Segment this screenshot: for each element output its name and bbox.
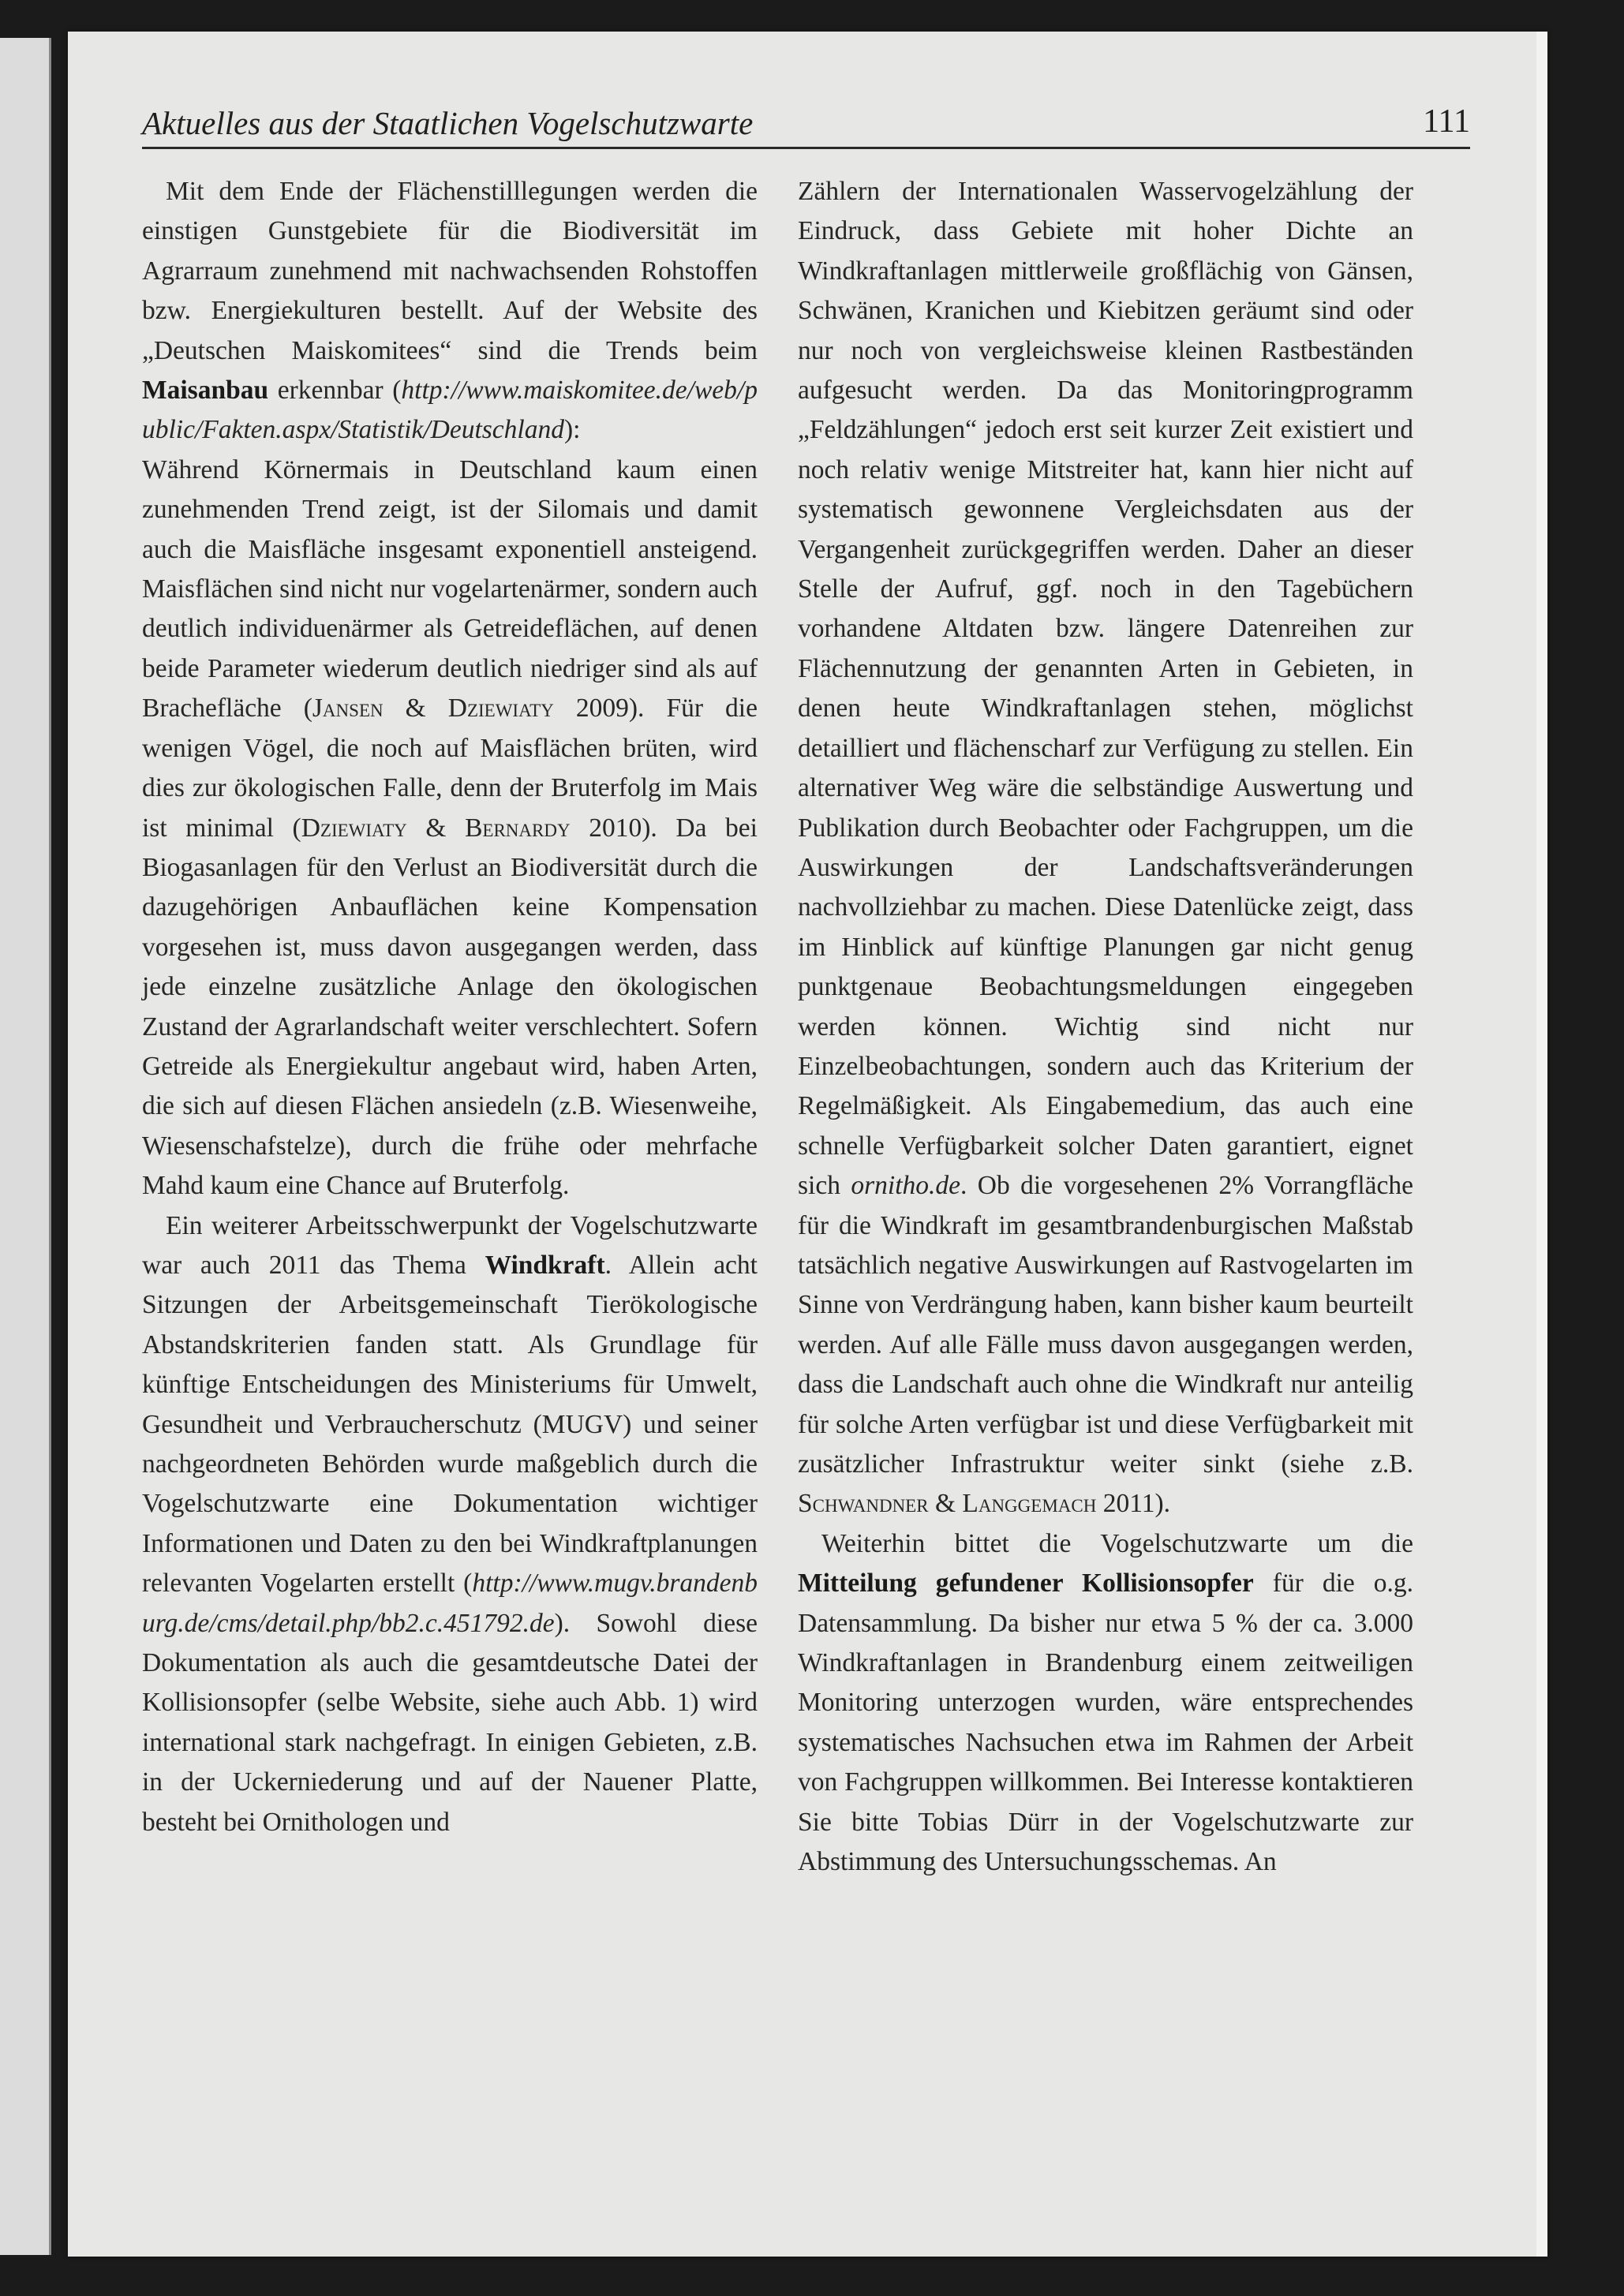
keyword-windkraft: Windkraft [485,1250,605,1280]
previous-page-edge [0,38,51,2255]
page-header [142,96,1470,149]
keyword-kollisionsopfer: Mitteilung gefundener Kollisionsopfer [798,1569,1254,1599]
url-mugv: http://www.mugv.brandenburg.de/cms/detail.php/bb2.c.451792.de [142,1569,758,1638]
page-number: 111 [1423,103,1470,140]
paragraph-koernermais: Während Körnermais in Deutschland kaum einen zunehmenden Trend zeigt, ist der Silomais und damit auch die Maisfläche insgesamt exponentiell ansteigend. Maisflächen sind nicht nur vogelartenärmer, sondern auch deutlich individuenärmer als Getreideflächen, auf denen beide Parameter wiederum deutlich niedriger sind als auf Brachefläche (Jansen & Dziewiaty 2009). Für die wenigen Vögel, die noch auf Maisflächen brüten, wird dies zur ökologischen Falle, denn der Bruterfolg im Mais ist minimal (Dziewiaty & Bernardy 2010). Da bei Biogasanlagen für den Verlust an Biodiversität durch die dazugehörigen Anbauflächen keine Kompensation vorgesehen ist, muss davon ausgegangen werden, dass jede einzelne zusätzliche Anlage den ökologischen Zustand der Agrarlandschaft weiter verschlechtert. Sofern Getreide als Energiekultur angebaut wird, haben Arten, die sich auf diesen Flächen ansiedeln (z.B. Wiesenweihe, Wiesenschafstelze), durch die frühe oder mehrfache Mahd kaum eine Chance auf Bruterfolg. [142,454,758,1201]
paragraph-windkraft: Ein weiterer Arbeitsschwerpunkt der Vogelschutzwarte war auch 2011 das Thema Windkraft. Allein acht Sitzungen der Arbeitsgemeinschaft Tierökologische Abstandskriterien fanden statt. Als Grundlage für künftige Entscheidungen des Ministeriums für Umwelt, Gesundheit und Verbraucherschutz (MUGV) und seiner nachgeordneten Behörden wurde maßgeblich durch die Vogelschutzwarte eine Dokumentation wichtiger Informationen und Daten zu den bei Windkraftplanungen relevanten Vogelarten erstellt (http://www.mugv.brandenburg.de/cms/detail.php/bb2.c.451792.de). Sowohl diese Dokumentation als auch die gesamtdeutsche Datei der Kollisionsopfer (selbe Website, siehe auch Abb. 1) wird international stark nachgefragt. In einigen Gebieten, z.B. in der Uckerniederung und auf der Nauener Platte, besteht bei Ornithologen und [142,1210,758,1837]
site-ornitho: ornitho.de [851,1171,961,1201]
running-title: Aktuelles aus der Staatlichen Vogelschutzwarte [142,105,754,141]
citation-dziewiaty-bernardy: Dziewiaty & Bernardy [301,813,571,843]
citation-schwandner-langgemach: Schwandner & Langgemach [798,1489,1097,1519]
left-column [142,172,758,1842]
right-column [798,172,1413,1882]
page [68,32,1547,2257]
url-maiskomitee: http://www.maiskomitee.de/web/public/Fakten.aspx/Statistik/Deutschland [142,376,758,445]
paragraph-maisanbau: Mit dem Ende der Flächenstilllegungen werden die einstigen Gunstgebiete für die Biodiversität im Agrarraum zunehmend mit nachwachsenden Rohstoffen bzw. Energiekulturen bestellt. Auf der Website des „Deutschen Maiskomitees“ sind die Trends beim Maisanbau erkennbar (http://www.maiskomitee.de/web/public/Fakten.aspx/Statistik/Deutschland): [142,177,758,445]
keyword-maisanbau: Maisanbau [142,376,269,406]
paragraph-wasservogelzaehlung: Zählern der Internationalen Wasservogelzählung der Eindruck, dass Gebiete mit hoher Dichte an Windkraftanlagen mittlerweile großflächig von Gänsen, Schwänen, Kranichen und Kiebitzen geräumt sind oder nur noch von vergleichsweise kleinen Rastbeständen aufgesucht werden. Da das Monitoringprogramm „Feldzählungen“ jedoch erst seit kurzer Zeit existiert und noch relativ wenige Mitstreiter hat, kann hier nicht auf systematisch gewonnene Vergleichsdaten aus der Vergangenheit zurückgegriffen werden. Daher an dieser Stelle der Aufruf, ggf. noch in den Tagebüchern vorhandene Altdaten bzw. längere Datenreihen zur Flächennutzung der genannten Arten in Gebieten, in denen heute Windkraftanlagen stehen, möglichst detailliert und flächenscharf zur Verfügung zu stellen. Ein alternativer Weg wäre die selbständige Auswertung und Publikation durch Beobachter oder Fachgruppen, um die Auswirkungen der Landschaftsveränderungen nachvollziehbar zu machen. Diese Datenlücke zeigt, dass im Hinblick auf künftige Planungen gar nicht genug punktgenaue Beobachtungsmeldungen eingegeben werden können. Wichtig sind nicht nur Einzelbeobachtungen, sondern auch das Kriterium der Regelmäßigkeit. Als Eingabemedium, das auch eine schnelle Verfügbarkeit solcher Daten garantiert, eignet sich ornitho.de. Ob die vorgesehenen 2% Vorrangfläche für die Windkraft im gesamtbrandenburgischen Maßstab tatsächlich negative Auswirkungen auf Rastvogelarten im Sinne von Verdrängung haben, kann bisher kaum beurteilt werden. Auf alle Fälle muss davon ausgegangen werden, dass die Landschaft auch ohne die Windkraft nur anteilig für solche Arten verfügbar ist und diese Verfügbarkeit mit zusätzlicher Infrastruktur weiter sinkt (siehe z.B. Schwandner & Langgemach 2011). [798,177,1414,1519]
paragraph-kollisionsopfer: Weiterhin bittet die Vogelschutzwarte um die Mitteilung gefundener Kollisionsopfer für die o.g. Datensammlung. Da bisher nur etwa 5 % der ca. 3.000 Windkraftanlagen in Brandenburg einem zeitweiligen Monitoring unterzogen wurden, wäre entsprechendes systematisches Nachsuchen etwa im Rahmen der Arbeit von Fachgruppen willkommen. Bei Interesse kontaktieren Sie bitte Tobias Dürr in der Vogelschutzwarte zur Abstimmung des Untersuchungsschemas. An [798,1528,1413,1877]
citation-jansen-dziewiaty: Jansen & Dziewiaty [312,694,554,724]
